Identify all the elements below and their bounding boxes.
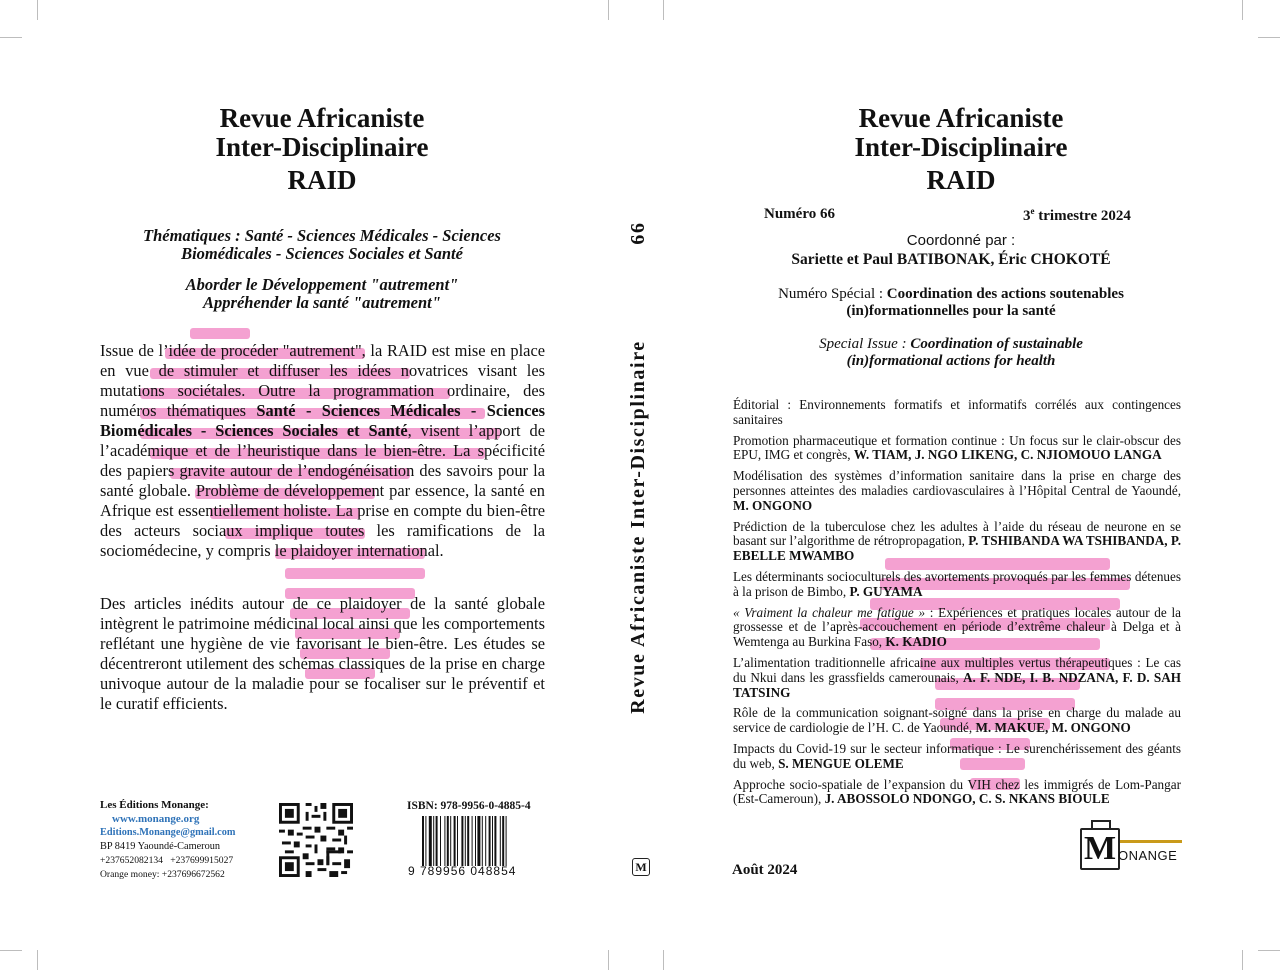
- barcode-icon: [420, 816, 540, 866]
- front-title-line2: Inter-Disciplinaire: [854, 132, 1068, 162]
- crop-mark: [1258, 37, 1280, 38]
- toc-entry-authors: K. KADIO: [885, 634, 947, 650]
- special-fr-title-1: Coordination des actions soutenables: [886, 286, 1124, 302]
- crop-mark: [37, 0, 38, 20]
- quarter-number: 3: [1023, 208, 1031, 224]
- coordinators: Sariette et Paul BATIBONAK, Éric CHOKOTÉ: [791, 251, 1111, 268]
- publisher-website[interactable]: www.monange.org: [112, 813, 200, 825]
- monange-logo-text: ONANGE: [1118, 848, 1178, 863]
- special-issue-fr: [738, 286, 1164, 320]
- toc-entry-authors: A. F. NDE, I. B. NDZANA, F. D. SAH TATSING: [733, 669, 1181, 700]
- back-motto-line1: Aborder le Développement "autrement": [185, 275, 459, 294]
- spine-issue-number: 66: [627, 221, 649, 245]
- toc-entry-title: L’alimentation traditionnelle africaine aux multiples vertus thérapeutiques : Le cas du Nkui dans les grassfields camerounais,: [733, 654, 1181, 685]
- publisher-info: [100, 798, 250, 882]
- special-en-title-2: (in)formational actions for health: [846, 353, 1056, 369]
- isbn-label: ISBN: 978-9956-0-4885-4: [407, 800, 531, 812]
- toc-entry-title: Prédiction de la tuberculose chez les adultes à l’aide du réseau de neurone en se basant sur l’algorithme de rétropropagation,: [733, 518, 1181, 549]
- toc-entry: [733, 520, 1181, 564]
- toc-entry-title: Approche socio-spatiale de l’expansion du VIH chez les immigrés de Lom-Pangar (Est-Cameroun),: [733, 776, 1181, 807]
- special-fr-label: Numéro Spécial :: [778, 286, 887, 302]
- publisher-phones: [100, 854, 250, 868]
- crop-mark: [1258, 950, 1280, 951]
- crop-mark: [663, 950, 664, 970]
- spine-title: Revue Africaniste Inter-Disciplinaire: [627, 340, 649, 714]
- special-issue-en: [738, 336, 1164, 370]
- quarter-superscript: e: [1030, 206, 1035, 216]
- toc-entry-authors: P. TSHIBANDA WA TSHIBANDA, P. EBELLE MWAMBO: [733, 533, 1181, 564]
- monange-letter: M: [1080, 828, 1120, 870]
- front-raid-acronym: RAID: [926, 165, 996, 195]
- toc-entry: [733, 656, 1181, 700]
- issue-quarter: [1023, 206, 1131, 225]
- toc-entry-authors: J. ABOSSOLO NDONGO, C. S. NKANS BIOULE: [824, 791, 1110, 807]
- crop-mark: [1242, 950, 1243, 970]
- toc-entry: [733, 606, 1181, 650]
- back-motto-line2: Appréhender la santé "autrement": [203, 293, 441, 312]
- back-p1-bold: Santé - Sciences Médicales - Sciences Biomédicales - Sciences Sociales et Santé: [100, 401, 545, 440]
- back-p1-text-b: , visent l’apport de l’académique et de l’heuristique dans le bien-être. La spécificité des papiers gravite autour de l’endogénéisation des savoirs pour la santé globale. Problème de développement par essence, la santé en Afrique est essentiellement holiste. La prise en compte du bien-être des acteurs sociaux implique toutes les ramifications de la sociomédecine, y compris le plaidoyer international.: [100, 421, 545, 560]
- publisher-orange-money: Orange money: +237696672562: [100, 869, 225, 880]
- front-title-line1: Revue Africaniste: [858, 103, 1064, 133]
- toc-entry: [733, 706, 1181, 736]
- table-of-contents: [733, 398, 1181, 813]
- back-p1-text-a: Issue de l’idée de procéder "autrement", la RAID est mise en place en vue de stimuler et diffuser les idées novatrices visant les mutations sociétales. Outre la programmation ordinaire, des numéros thématiques: [100, 341, 545, 420]
- back-paragraph-2: Des articles inédits autour de ce plaidoyer de la santé globale intègrent le patrimoine médicinal local ainsi que les comportements reflétant une hygiène de vie favorisant le bien-être. Les études se décentreront utilement des schémas classiques de la prise en charge univoque autour de la maladie pour se focaliser sur le préventif et le curatif efficients.: [100, 594, 545, 713]
- crop-mark: [0, 37, 22, 38]
- publisher-address: BP 8419 Yaoundé-Cameroun: [100, 841, 221, 852]
- special-en-label: Special Issue :: [819, 336, 911, 352]
- toc-entry: [733, 742, 1181, 772]
- crop-mark: [608, 0, 609, 20]
- monange-logo: [1080, 820, 1184, 872]
- toc-entry-italic: « Vraiment la chaleur me fatigue »: [733, 604, 930, 620]
- publication-date: Août 2024: [732, 862, 798, 878]
- back-themes-line1: Thématiques : Santé - Sciences Médicales - Sciences: [143, 226, 501, 245]
- toc-entry-title: Rôle de la communication soignant-soigné dans la prise en charge du malade au service de cardiologie de l’H. C. de Yaoundé,: [733, 705, 1181, 736]
- toc-entry-title: : Expériences et pratiques locales autour de la grossesse et de l’après-accouchement en période d’extrême chaleur à Delga et à Wemtenga au Burkina Faso,: [733, 604, 1181, 650]
- back-themes: [100, 227, 544, 263]
- toc-entry-authors: S. MENGUE OLEME: [778, 755, 904, 771]
- logo-gold-bar: [1120, 840, 1182, 843]
- toc-entry-title: Impacts du Covid-19 sur le secteur informatique : Le surenchérissement des géants du web,: [733, 740, 1181, 771]
- toc-entry-title: Éditorial : Environnements formatifs et informatifs corrélés aux contingences sanitaires: [733, 397, 1181, 427]
- back-raid-acronym: RAID: [287, 165, 357, 195]
- toc-entry-title: Promotion pharmaceutique et formation continue : Un focus sur le clair-obscur des EPU, IMG et congrès,: [733, 432, 1181, 463]
- back-paragraph-1: [100, 341, 545, 561]
- toc-entry-title: Modélisation des systèmes d’information sanitaire dans la prise en charge des personnes atteintes des maladies cardiovasculaires à l’Hôpital Central de Yaoundé,: [733, 468, 1181, 498]
- toc-entry: [733, 434, 1181, 464]
- toc-entry: [733, 570, 1181, 600]
- spine-monange-logo-icon: M: [632, 858, 650, 876]
- crop-mark: [37, 950, 38, 970]
- crop-mark: [0, 950, 22, 951]
- crop-mark: [663, 0, 664, 20]
- toc-entry-authors: W. TIAM, J. NGO LIKENG, C. NJIOMOUO LANGA: [853, 447, 1162, 463]
- toc-entry: [733, 469, 1181, 513]
- toc-entry-authors: M. ONGONO: [733, 497, 813, 513]
- publisher-phone-2: +237699915027: [170, 855, 234, 866]
- barcode-digits: 9 789956 048854: [408, 864, 517, 878]
- crop-mark: [608, 950, 609, 970]
- toc-entry: [733, 778, 1181, 808]
- toc-entry-title: Les déterminants socioculturels des avortements provoqués par les femmes détenues à la prison de Bimbo,: [733, 568, 1181, 599]
- issue-number: Numéro 66: [764, 206, 835, 222]
- qr-code-icon: [279, 803, 353, 877]
- toc-entry: [733, 398, 1181, 428]
- back-title-line2: Inter-Disciplinaire: [215, 132, 429, 162]
- publisher-email[interactable]: Editions.Monange@gmail.com: [100, 827, 236, 838]
- toc-entry-authors: M. MAKUE, M. ONGONO: [975, 720, 1131, 736]
- coordinated-by-label: Coordonné par :: [906, 232, 1016, 249]
- back-motto: [100, 276, 544, 312]
- special-fr-title-2: (in)formationnelles pour la santé: [846, 303, 1056, 319]
- toc-entry-authors: P. GUYAMA: [849, 583, 923, 599]
- publisher-name: Les Éditions Monange:: [100, 799, 209, 811]
- quarter-text: trimestre 2024: [1034, 208, 1131, 224]
- back-themes-line2: Biomédicales - Sciences Sociales et Santé: [181, 244, 463, 263]
- back-title-line1: Revue Africaniste: [219, 103, 425, 133]
- back-journal-title: [100, 104, 544, 162]
- publisher-phone-1: +237652082134: [100, 855, 163, 866]
- front-journal-title: [738, 104, 1184, 162]
- crop-mark: [1242, 0, 1243, 20]
- special-en-title-1: Coordination of sustainable: [910, 336, 1083, 352]
